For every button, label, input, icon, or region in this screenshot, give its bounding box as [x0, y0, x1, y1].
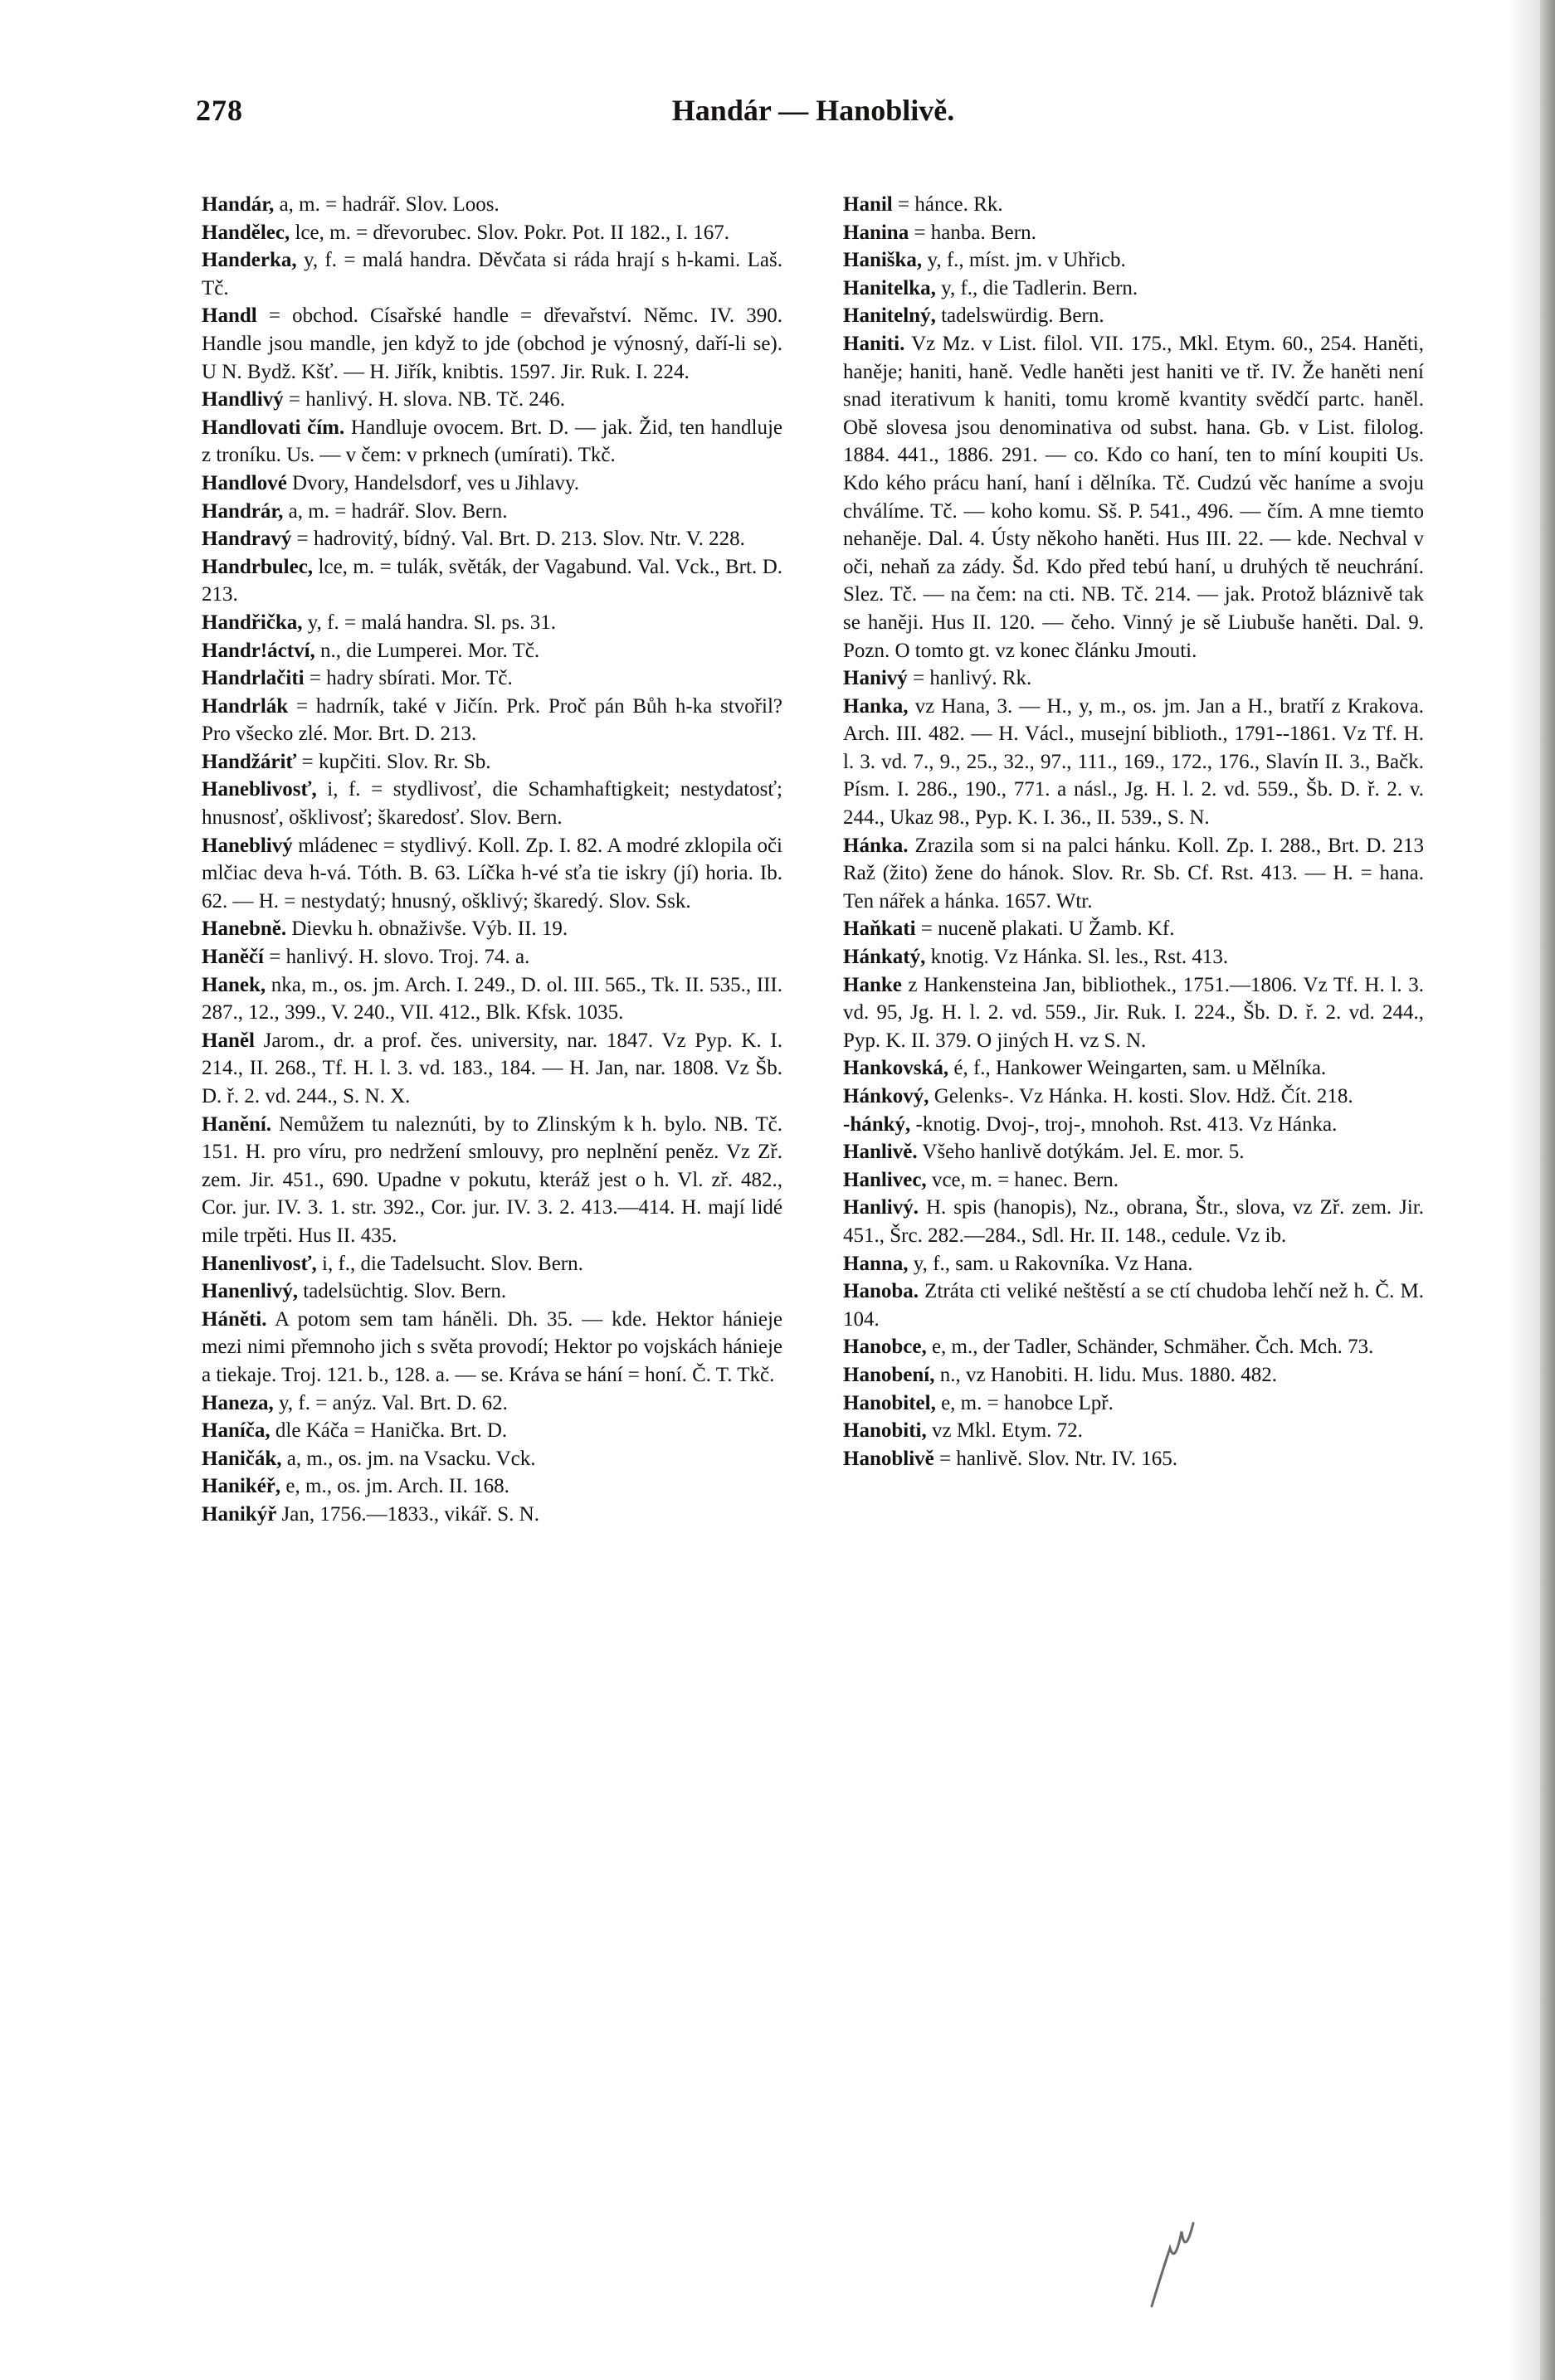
- entry-headword: Hanke: [843, 973, 902, 996]
- dictionary-entry: [843, 1194, 1424, 1249]
- entry-definition: Jarom., dr. a prof. čes. university, nar. 1847. Vz Pyp. K. I. 214., II. 268., Tf. H. l. 3. vd. 183., 184. — H. Jan, nar. 1808. Vz Šb. D. ř. 2. vd. 244., S. N. X.: [202, 1029, 782, 1107]
- dictionary-entry: [202, 1445, 782, 1473]
- entry-definition: y, f. = malá handra. Děvčata si ráda hrají s h-kami. Laš. Tč.: [202, 249, 782, 299]
- entry-definition: Nemůžem tu naleznúti, by to Zlinským k h. bylo. NB. Tč. 151. H. pro víru, pro nedržení smlouvy, pro neplnění peněz. Vz Zř. zem. Jir. 451., 690. Upadne v pokutu, kteráž jest o h. Vl. zř. 482., Cor. jur. IV. 3. 1. str. 392., Cor. jur. IV. 3. 2. 413.—414. H. mají lidé mile trpěti. Hus II. 435.: [202, 1112, 782, 1247]
- entry-headword: Handlové: [202, 471, 287, 494]
- entry-headword: Haněčí: [202, 946, 264, 969]
- dictionary-entry: [843, 1166, 1424, 1195]
- dictionary-entry: [202, 915, 782, 943]
- entry-definition: y, f., sam. u Rakovníka. Vz Hana.: [908, 1252, 1193, 1275]
- entry-headword: Hanikýř: [202, 1502, 277, 1526]
- dictionary-entry: [202, 664, 782, 693]
- dictionary-entry: [202, 748, 782, 776]
- entry-definition: Jan, 1756.—1833., vikář. S. N.: [276, 1502, 539, 1526]
- dictionary-entry: [843, 915, 1424, 943]
- dictionary-entry: [843, 971, 1424, 1055]
- dictionary-entry: [202, 414, 782, 470]
- entry-definition: lce, m. = dřevorubec. Slov. Pokr. Pot. II 182., I. 167.: [290, 221, 730, 244]
- entry-definition: H. spis (hanopis), Nz., obrana, Štr., slova, vz Zř. zem. Jir. 451., Šrc. 282.—284., Sdl. Hr. II. 148., cedule. Vz ib.: [843, 1196, 1424, 1247]
- entry-definition: = kupčiti. Slov. Rr. Sb.: [296, 750, 491, 773]
- dictionary-entry: [843, 943, 1424, 971]
- dictionary-entry: [202, 498, 782, 526]
- dictionary-entry: [202, 609, 782, 637]
- dictionary-entry: [202, 246, 782, 302]
- dictionary-entry: [843, 1445, 1424, 1473]
- entry-headword: Haňkati: [843, 917, 916, 941]
- entry-definition: Dvory, Handelsdorf, ves u Jihlavy.: [286, 471, 580, 494]
- entry-definition: a, m., os. jm. na Vsacku. Vck.: [281, 1447, 536, 1470]
- entry-definition: A potom sem tam háněli. Dh. 35. — kde. Hektor hánieje mezi nimi přemnoho jich s světa provodí; Hektor po vojskách hánieje a tiekaje. Troj. 121. b., 128. a. — se. Kráva se hání = honí. Č. T. Tkč.: [202, 1307, 782, 1386]
- entry-definition: = hánce. Rk.: [892, 193, 1003, 216]
- dictionary-entry: [843, 246, 1424, 275]
- entry-headword: Handrár,: [202, 499, 284, 523]
- entry-headword: Hanobiti,: [843, 1419, 927, 1443]
- entry-headword: Hankovská,: [843, 1057, 949, 1080]
- dictionary-entry: [202, 971, 782, 1027]
- dictionary-entry: [843, 1278, 1424, 1333]
- dictionary-entry: [202, 1472, 782, 1501]
- dictionary-entry: [202, 525, 782, 553]
- entry-headword: Hanobení,: [843, 1363, 935, 1386]
- entry-definition: -knotig. Dvoj-, troj-, mnohoh. Rst. 413. Vz Hánka.: [910, 1112, 1338, 1136]
- entry-definition: i, f., die Tadelsucht. Slov. Bern.: [316, 1252, 583, 1275]
- entry-definition: y, f., míst. jm. v Uhřicb.: [922, 249, 1126, 272]
- entry-headword: Handžáriť: [202, 750, 297, 773]
- dictionary-entry: [202, 943, 782, 971]
- entry-definition: = hadrník, také v Jičín. Prk. Proč pán Bůh h-ka stvořil? Pro všecko zlé. Mor. Brt. D. 213.: [202, 694, 782, 746]
- entry-headword: Hánka.: [843, 834, 909, 857]
- dictionary-entry: [843, 191, 1424, 219]
- dictionary-entry: [843, 1138, 1424, 1166]
- dictionary-entry: [202, 1278, 782, 1306]
- entry-definition: tadelsüchtig. Slov. Bern.: [298, 1280, 507, 1303]
- entry-headword: Handrlačiti: [202, 667, 305, 690]
- entry-definition: mládenec = stydlivý. Koll. Zp. I. 82. A modré zklopila oči mlčiac deva h-vá. Tóth. B. 63. Líčka h-vé sťa tie iskry (jí) horia. Ib. 62. — H. = nestydatý; hnusný, ošklivý; škaredý. Slov. Ssk.: [202, 834, 782, 913]
- entry-definition: = hanlivý. H. slova. NB. Tč. 246.: [283, 388, 565, 411]
- entry-headword: Hanil: [843, 193, 893, 216]
- dictionary-entry: [202, 470, 782, 498]
- entry-definition: nka, m., os. jm. Arch. I. 249., D. ol. III. 565., Tk. II. 535., III. 287., 12., 399., V. 240., VII. 412., Blk. Kfsk. 1035.: [202, 973, 782, 1025]
- dictionary-entry: [202, 553, 782, 609]
- entry-headword: Hanitelka,: [843, 276, 936, 299]
- entry-definition: dle Káča = Hanička. Brt. D.: [270, 1419, 508, 1443]
- left-column: [202, 191, 782, 1529]
- entry-headword: Haničák,: [202, 1447, 282, 1470]
- page-edge-shadow: [1540, 0, 1555, 2380]
- dictionary-entry: [843, 1333, 1424, 1361]
- dictionary-entry: [843, 1111, 1424, 1139]
- dictionary-entry: [202, 776, 782, 831]
- entry-headword: Haneza,: [202, 1391, 274, 1414]
- right-column: [843, 191, 1424, 1472]
- dictionary-entry: [202, 386, 782, 414]
- entry-headword: Handřička,: [202, 611, 303, 634]
- entry-headword: Hanlivec,: [843, 1168, 927, 1191]
- entry-headword: Haněl: [202, 1029, 255, 1052]
- entry-headword: Hanna,: [843, 1252, 909, 1275]
- dictionary-entry: [843, 664, 1424, 693]
- entry-definition: n., vz Hanobiti. H. lidu. Mus. 1880. 482.: [934, 1363, 1277, 1386]
- entry-headword: Háněti.: [202, 1307, 267, 1331]
- entry-headword: Handlivý: [202, 388, 284, 411]
- entry-definition: Dievku h. obnaživše. Výb. II. 19.: [286, 917, 568, 941]
- entry-definition: a, m. = hadrář. Slov. Loos.: [274, 193, 500, 216]
- dictionary-entry: [843, 1361, 1424, 1390]
- dictionary-entry: [202, 693, 782, 748]
- dictionary-entry: [202, 1111, 782, 1250]
- dictionary-entry: [202, 191, 782, 219]
- dictionary-entry: [843, 1054, 1424, 1083]
- entry-definition: = hadry sbírati. Mor. Tč.: [304, 667, 513, 690]
- entry-headword: Hanobitel,: [843, 1391, 936, 1414]
- entry-definition: knotig. Vz Hánka. Sl. les., Rst. 413.: [925, 946, 1229, 969]
- dictionary-entry: [202, 219, 782, 247]
- entry-headword: Handravý: [202, 528, 292, 551]
- entry-headword: Handl: [202, 304, 257, 328]
- entry-headword: Hanek,: [202, 973, 266, 996]
- entry-headword: Handerka,: [202, 249, 297, 272]
- dictionary-entry: [843, 275, 1424, 303]
- entry-definition: tadelswürdig. Bern.: [935, 304, 1104, 328]
- dictionary-entry: [843, 1417, 1424, 1445]
- entry-definition: Ztráta cti veliké neštěstí a se ctí chudoba lehčí než h. Č. M. 104.: [843, 1280, 1424, 1331]
- entry-definition: = obchod. Císařské handle = dřevařství. Němc. IV. 390. Handle jsou mandle, jen když to jde (obchod je výnosný, daří-li se). U N. Bydž. Kšť. — H. Jiřík, knibtis. 1597. Jir. Ruk. I. 224.: [202, 304, 782, 383]
- entry-definition: vz Mkl. Etym. 72.: [926, 1419, 1083, 1443]
- running-head: Handár — Hanoblivě.: [671, 94, 955, 127]
- dictionary-entry: [202, 1501, 782, 1529]
- entry-definition: e, m., os. jm. Arch. II. 168.: [280, 1475, 509, 1498]
- dictionary-entry: [843, 693, 1424, 832]
- dictionary-entry: [843, 330, 1424, 664]
- entry-definition: = hanlivě. Slov. Ntr. IV. 165.: [933, 1447, 1178, 1470]
- entry-definition: é, f., Hankower Weingarten, sam. u Mělníka.: [948, 1057, 1327, 1080]
- dictionary-entry: [202, 1306, 782, 1390]
- entry-headword: Handrlák: [202, 694, 289, 718]
- entry-headword: Hanka,: [843, 694, 909, 718]
- entry-headword: Handlovati čím.: [202, 416, 345, 439]
- entry-definition: a, m. = hadrář. Slov. Bern.: [283, 499, 508, 523]
- entry-definition: y, f., die Tadlerin. Bern.: [935, 276, 1138, 299]
- entry-headword: Handr!áctví,: [202, 639, 315, 662]
- entry-headword: Handrbulec,: [202, 555, 314, 578]
- dictionary-entry: [202, 1027, 782, 1111]
- entry-headword: Hánkový,: [843, 1085, 929, 1107]
- entry-headword: Hanitelný,: [843, 304, 936, 328]
- entry-headword: Hanenlivý,: [202, 1280, 298, 1303]
- dictionary-entry: [202, 637, 782, 665]
- entry-headword: Haniška,: [843, 249, 923, 272]
- dictionary-entry: [843, 832, 1424, 916]
- entry-headword: Hanlivě.: [843, 1141, 918, 1164]
- entry-headword: Hanoblivě: [843, 1447, 934, 1470]
- entry-headword: Hanina: [843, 221, 909, 244]
- entry-definition: n., die Lumperei. Mor. Tč.: [314, 639, 540, 662]
- entry-definition: z Hankensteina Jan, bibliothek., 1751.—1806. Vz Tf. H. l. 3. vd. 95, Jg. H. l. 2. vd. 559., Jir. Ruk. I. 224., Šb. D. ř. 2. vd. 244., Pyp. K. II. 379. O jiných H. vz S. N.: [843, 973, 1424, 1052]
- entry-headword: Hanikéř,: [202, 1475, 281, 1498]
- entry-definition: Gelenks-. Vz Hánka. H. kosti. Slov. Hdž. Čít. 218.: [929, 1085, 1353, 1107]
- entry-definition: Všeho hanlivě dotýkám. Jel. E. mor. 5.: [917, 1141, 1245, 1164]
- entry-headword: Hánkatý,: [843, 946, 926, 969]
- dictionary-entry: [843, 302, 1424, 330]
- entry-headword: Haníča,: [202, 1419, 271, 1443]
- entry-definition: Zrazila som si na palci hánku. Koll. Zp. I. 288., Brt. D. 213 Raž (žito) žene do hánok. Slov. Rr. Sb. Cf. Rst. 413. — H. = hana. Ten nářek a hánka. 1657. Wtr.: [843, 834, 1424, 913]
- entry-definition: = hadrovitý, bídný. Val. Brt. D. 213. Slov. Ntr. V. 228.: [291, 528, 745, 551]
- entry-definition: i, f. = stydlivosť, die Schamhaftigkeit; nestydatosť; hnusnosť, ošklivosť; škaredosť. Slov. Bern.: [202, 778, 782, 830]
- entry-headword: Hanoba.: [843, 1280, 919, 1303]
- entry-definition: Handluje ovocem. Brt. D. — jak. Žid, ten handluje z troníku. Us. — v čem: v prknech (umírati). Tkč.: [202, 416, 782, 467]
- dictionary-entry: [202, 1390, 782, 1418]
- dictionary-entry: [843, 1250, 1424, 1278]
- dictionary-entry: [202, 302, 782, 386]
- entry-headword: Hanebně.: [202, 917, 287, 941]
- entry-headword: Hanobce,: [843, 1336, 927, 1359]
- entry-headword: -hánký,: [843, 1112, 911, 1136]
- entry-definition: Vz Mz. v List. filol. VII. 175., Mkl. Etym. 60., 254. Haněti, haněje; haniti, haně. Vedle haněti jest haniti ve tř. IV. Že haněti není snad iterativum k haniti, tomu kromě kvantity svědčí partc. haněl. Obě slovesa jsou denominativa od subst. hana. Gb. v List. filolog. 1884. 441., 1886. 291. — co. Kdo co haní, ten to míní koupiti Us. Kdo kého prácu haní, haní i dělníka. Tč. Cudzú věc haníme a svoju chválíme. Tč. — koho komu. Sš. P. 541., 496. — čím. A mne tiemto nehaněje. Dal. 4. Ústy někoho haněti. Hus III. 22. — kde. Nechval v oči, nehaň za zády. Šd. Kdo před tebú haní, u druhých tě neuchrání. Slez. Tč. — na čem: na cti. NB. Tč. 214. — jak. Protož bláznivě tak se haněji. Hus II. 120. — čeho. Vinný je sě Liubuše haněti. Dal. 9. Pozn. O tomto gt. vz konec článku Jmouti.: [843, 332, 1424, 662]
- entry-definition: lce, m. = tulák, světák, der Vagabund. Val. Vck., Brt. D. 213.: [202, 555, 782, 606]
- entry-definition: vce, m. = hanec. Bern.: [926, 1168, 1119, 1191]
- entry-definition: e, m., der Tadler, Schänder, Schmäher. Čch. Mch. 73.: [926, 1336, 1374, 1359]
- entry-definition: = hanlivý. Rk.: [907, 667, 1032, 690]
- entry-headword: Handělec,: [202, 221, 290, 244]
- dictionary-entry: [202, 832, 782, 916]
- entry-headword: Hanenlivosť,: [202, 1252, 317, 1275]
- dictionary-entry: [843, 219, 1424, 247]
- entry-headword: Haniti.: [843, 332, 905, 355]
- entry-definition: = hanba. Bern.: [909, 221, 1036, 244]
- entry-headword: Hanlivý.: [843, 1196, 919, 1219]
- entry-headword: Handár,: [202, 193, 275, 216]
- entry-definition: e, m. = hanobce Lpř.: [935, 1391, 1114, 1414]
- entry-definition: y, f. = anýz. Val. Brt. D. 62.: [273, 1391, 508, 1414]
- page-number: 278: [196, 94, 243, 127]
- entry-definition: = nuceně plakati. U Žamb. Kf.: [915, 917, 1175, 941]
- entry-definition: vz Hana, 3. — H., y, m., os. jm. Jan a H., bratří z Krakova. Arch. III. 482. — H. Václ., musejní biblioth., 1791--1861. Vz Tf. H. l. 3. vd. 7., 9., 25., 32., 97., 111., 169., 172., 176., Slavín II. 3., Bačk. Písm. I. 286., 190., 771. a násl., Jg. H. l. 2. vd. 559., Šb. D. ř. 2. v. 244., Ukaz 98., Pyp. K. I. 36., II. 539., S. N.: [843, 694, 1424, 830]
- entry-headword: Haneblivosť,: [202, 778, 317, 801]
- entry-definition: = hanlivý. H. slovo. Troj. 74. a.: [264, 946, 530, 969]
- dictionary-entry: [202, 1417, 782, 1445]
- dictionary-entry: [202, 1250, 782, 1278]
- entry-headword: Hanivý: [843, 667, 908, 690]
- dictionary-entry: [843, 1083, 1424, 1111]
- dictionary-entry: [843, 1390, 1424, 1418]
- entry-definition: y, f. = malá handra. Sl. ps. 31.: [302, 611, 557, 634]
- entry-headword: Hanění.: [202, 1112, 272, 1136]
- entry-headword: Haneblivý: [202, 834, 293, 857]
